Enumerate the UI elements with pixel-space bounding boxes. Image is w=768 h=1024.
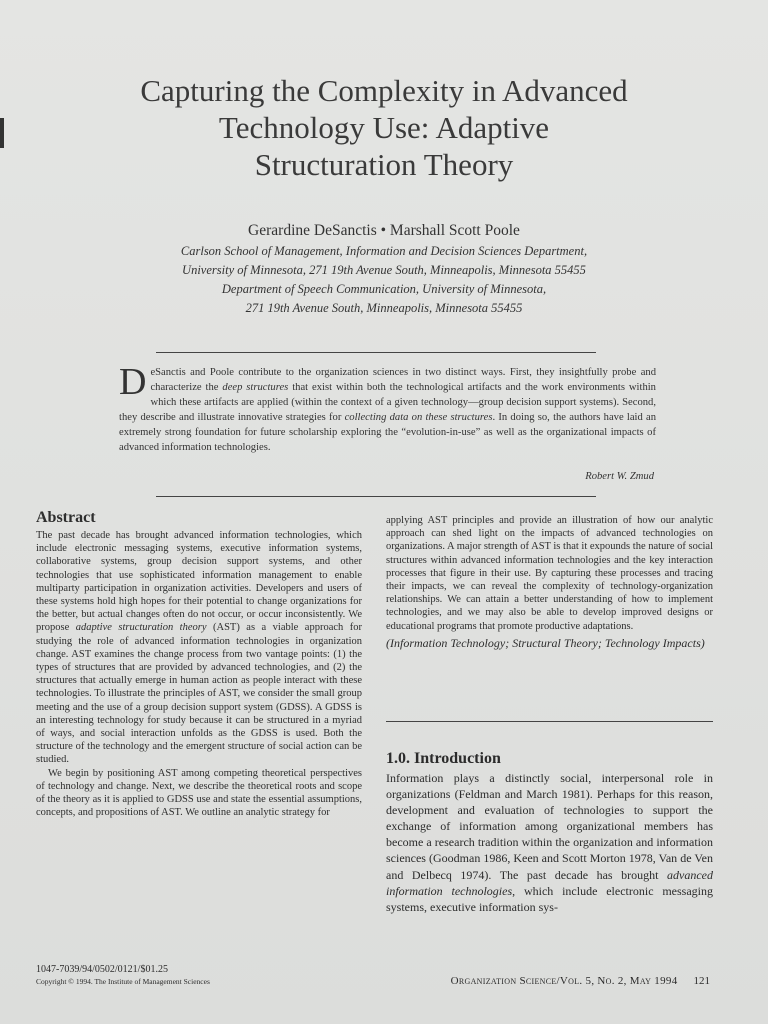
editor-note-text: that exist within both the technological artifacts and the work environments within which these artifacts are applied (within the context of a given technology—group decision support systems). Second, they describe and illustrate innovative strategies for <box>119 382 656 424</box>
keywords: (Information Technology; Structural Theory; Technology Impacts) <box>386 635 705 650</box>
editor-note-text: eSanctis and Poole contribute to the organization sciences in two distinct ways. First, they insightfully probe and characterize the <box>150 367 656 394</box>
title-line: Structuration Theory <box>254 147 514 182</box>
abstract-end-rule <box>386 721 713 722</box>
abstract-paragraph <box>36 529 362 767</box>
title-line: Capturing the Complexity in Advanced <box>140 73 628 108</box>
introduction-text <box>386 770 713 915</box>
affiliations <box>80 242 688 318</box>
affiliation-line: 271 19th Avenue South, Minneapolis, Minnesota 55455 <box>245 301 523 315</box>
abstract-emphasis: adaptive structuration theory <box>75 622 207 634</box>
intro-text-part: Information plays a distinctly social, interpersonal role in organizations (Feldman and March 1981). Perhaps for this reason, development and evaluation of technologies to support the exchange of information among organizational members has become a research tradition within the organization and information sciences (Goodman 1986, Keen and Scott Morton 1978, Van de Ven and Delbecq 1974). The past decade has brought <box>386 771 713 882</box>
affiliation-line: Department of Speech Communication, University of Minnesota, <box>221 282 547 296</box>
article-code: 1047-7039/94/0502/0121/$01.25 <box>36 964 168 975</box>
drop-cap: D <box>119 361 147 403</box>
abstract-text: The past decade has brought advanced information technologies, which include electronic messaging systems, executive information systems, collaborative systems, group decision support systems, and other technologies that use sophisticated information management to enable multiparty participation in organization activities. Developers and users of these systems hold high hopes for their potential to change organizations for the better, but actual changes often do not occur, or occur inconsistently. We propose <box>36 530 362 634</box>
title-line: Technology Use: Adaptive <box>218 110 550 145</box>
editor-note-emphasis: collecting data on these structures <box>344 412 493 424</box>
abstract-right-column <box>386 514 713 651</box>
scan-edge-mark <box>0 118 4 148</box>
abstract-paragraph: applying AST principles and provide an illustration of how our analytic approach can shed light on the impacts of advanced technologies on organizations. A major strength of AST is that it expounds the nature of social structures within advanced information technologies and the key interaction processes that figure in their use. By capturing these processes and tracing their impacts, we can reveal the complexity of technology-organization relationships. We can attain a better understanding of how to implement technologies, and we may also be able to develop improved designs or educational programs that promote productive adaptations. <box>386 515 713 632</box>
editor-note-emphasis: deep structures <box>222 382 289 394</box>
paper-title <box>80 72 688 183</box>
editor-note <box>119 361 656 456</box>
abstract-heading: Abstract <box>36 509 96 526</box>
editor-signature: Robert W. Zmud <box>585 471 654 482</box>
page-number: 121 <box>693 975 710 987</box>
abstract-left-column <box>36 509 362 819</box>
editor-note-text: . In doing so, the authors have laid an extremely strong foundation for future scholarship exploring the “evolution-in-use” as well as the organizational impacts of advanced information technologies. <box>119 412 656 454</box>
abstract-text: (AST) as a viable approach for studying the role of advanced information technologies in organization change. AST examines the change process from two vantage points: (1) the types of structures that are provided by advanced technologies, and (2) the structures that actually emerge in human action as people interact with these technologies. To illustrate the principles of AST, we consider the small group meeting and the use of a group decision support system (GDSS). A GDSS is an interesting technology for study because it can be structured in a myriad of ways, and social interaction unfolds as the GDSS is used. Both the structure of the technology and the emergent structure of social action can be studied. <box>36 622 362 766</box>
footer-publication-code <box>36 964 210 988</box>
journal-citation: Organization Science/Vol. 5, No. 2, May 1994 <box>450 975 678 987</box>
intro-emphasis: advanced information technologies <box>386 867 713 898</box>
affiliation-line: University of Minnesota, 271 19th Avenue South, Minneapolis, Minnesota 55455 <box>182 263 586 277</box>
editor-note-bottom-rule <box>156 496 596 497</box>
author-names: Gerardine DeSanctis • Marshall Scott Poole <box>248 222 520 239</box>
abstract-paragraph: We begin by positioning AST among competing theoretical perspectives of technology and change. Next, we describe the theoretical roots and scope of the theory as it is applied to GDSS use and state the essential assumptions, concepts, and propositions of AST. We outline an analytic strategy for <box>36 767 362 819</box>
section-heading: 1.0. Introduction <box>386 750 501 767</box>
editor-note-top-rule <box>156 352 596 353</box>
affiliation-line: Carlson School of Management, Information and Decision Sciences Department, <box>180 244 588 258</box>
footer-journal <box>410 975 710 987</box>
intro-text-part: , which include electronic messaging systems, executive information sys- <box>386 883 713 914</box>
copyright-notice: Copyright © 1994. The Institute of Management Sciences <box>36 977 210 986</box>
